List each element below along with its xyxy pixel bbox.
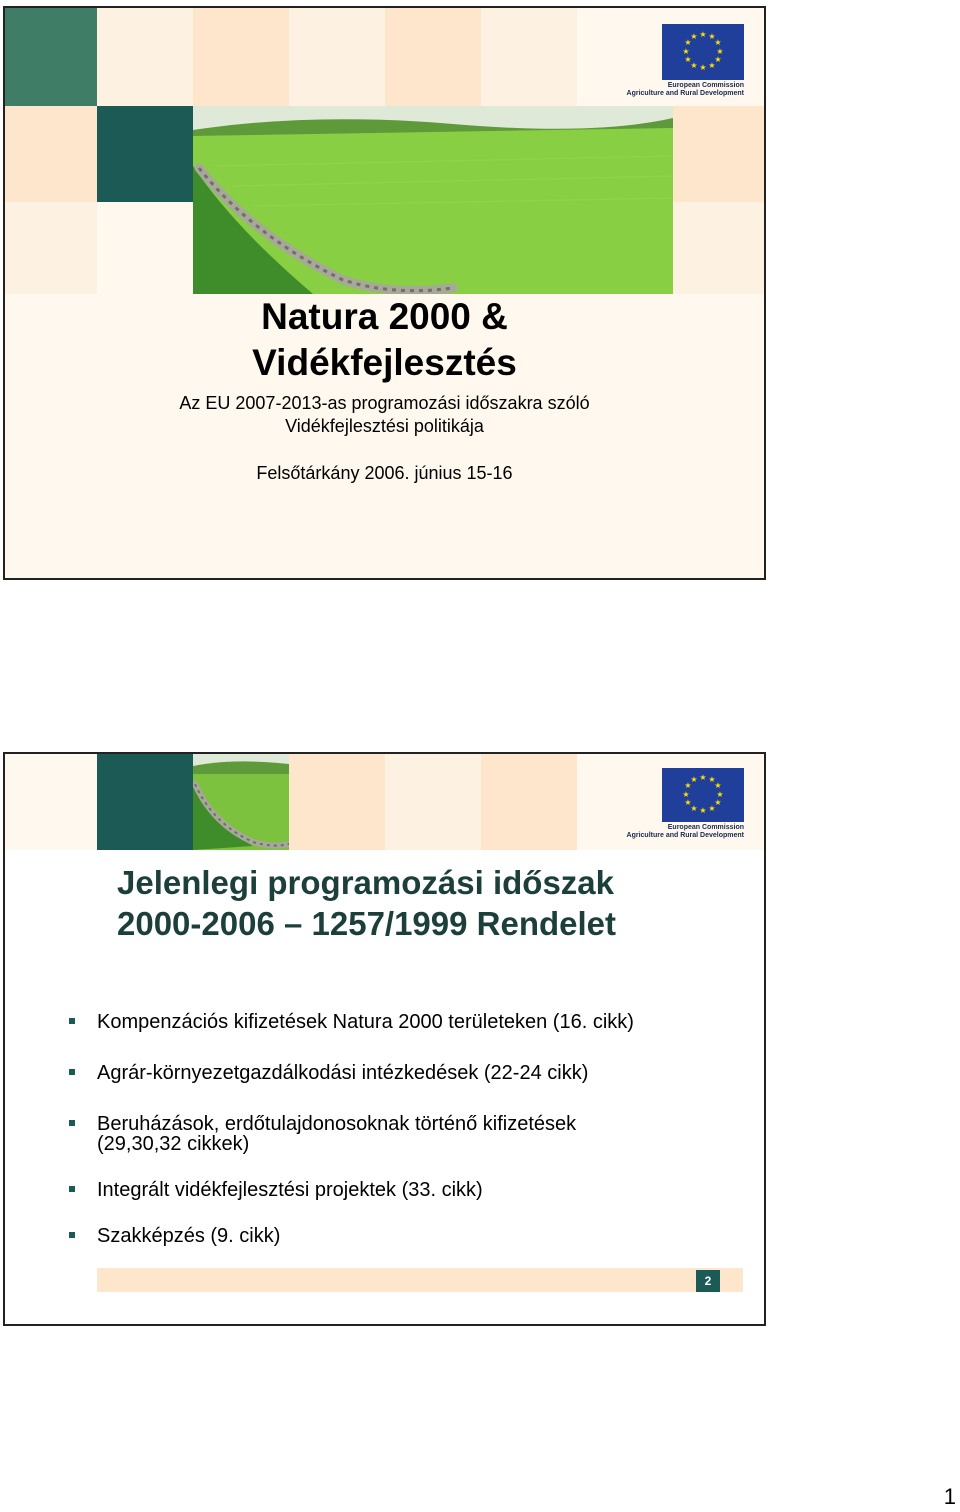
title-line-2: Vidékfejlesztés [252,342,517,383]
svg-text:★: ★ [714,781,722,790]
slide-2 [3,752,766,1326]
list-item: Szakképzés (9. cikk) [67,1226,744,1246]
svg-text:★: ★ [708,32,716,41]
subtitle-line-1: Az EU 2007-2013-as programozási időszakra szóló [179,393,590,413]
decor-tile [289,754,385,850]
eu-logo-caption-1: European Commission [667,82,744,89]
svg-text:★: ★ [684,798,692,807]
decor-tile [385,754,481,850]
decor-tile [5,106,97,202]
landscape-photo [193,106,673,294]
decor-tile [481,8,577,106]
svg-text:★: ★ [690,775,698,784]
decor-tile [97,202,193,294]
slide-2-title [117,862,616,944]
svg-text:★: ★ [708,804,716,813]
page-number: 1 [943,1484,956,1509]
eu-logo-caption-2: Agriculture and Rural Development [626,832,744,839]
svg-text:★: ★ [716,47,724,56]
svg-text:★: ★ [714,798,722,807]
decor-tile [193,8,289,106]
decor-tile [673,202,766,294]
list-item: Agrár-környezetgazdálkodási intézkedések (22-24 cikk) [67,1063,744,1083]
svg-text:★: ★ [708,775,716,784]
eu-logo [626,24,744,102]
title-line-2: 2000-2006 – 1257/1999 Rendelet [117,905,617,942]
eu-logo-caption-2: Agriculture and Rural Development [626,90,744,97]
decor-tile [97,8,193,106]
svg-text:★: ★ [684,781,692,790]
slide-number-badge: 2 [696,1270,720,1292]
landscape-photo [193,754,289,850]
eu-logo [626,768,744,844]
svg-text:★: ★ [699,63,707,72]
svg-text:★: ★ [682,790,690,799]
svg-text:★: ★ [690,32,698,41]
decor-tile [481,754,577,850]
slide-1-subtitle [5,392,764,438]
subtitle-line-2: Vidékfejlesztési politikája [285,416,484,436]
svg-text:★: ★ [714,38,722,47]
svg-text:★: ★ [699,30,707,39]
decor-tile [97,754,193,850]
svg-text:★: ★ [690,61,698,70]
slide-1 [3,6,766,580]
list-item: Integrált vidékfejlesztési projektek (33. cikk) [67,1180,744,1200]
svg-text:★: ★ [716,790,724,799]
svg-text:★: ★ [699,806,707,815]
list-item: Beruházások, erdőtulajdonosoknak történő kifizetések (29,30,32 cikkek) [67,1114,744,1154]
bullet-list [67,1012,744,1246]
svg-text:★: ★ [684,38,692,47]
decor-tile [5,202,97,294]
decor-tile [673,106,766,202]
title-line-1: Jelenlegi programozási időszak [117,864,614,901]
svg-text:★: ★ [699,773,707,782]
list-item: Kompenzációs kifizetések Natura 2000 területeken (16. cikk) [67,1012,744,1032]
decor-tile [385,8,481,106]
svg-text:★: ★ [690,804,698,813]
svg-text:★: ★ [708,61,716,70]
decor-tile [5,8,97,106]
decor-tile [5,754,97,850]
svg-text:★: ★ [684,55,692,64]
decor-tile [97,106,193,202]
event-date: Felsőtárkány 2006. június 15-16 [256,463,513,483]
eu-flag-icon [662,24,744,80]
svg-text:★: ★ [714,55,722,64]
eu-logo-caption-1: European Commission [667,824,744,831]
slide-footer-bar [97,1268,743,1292]
svg-text:★: ★ [682,47,690,56]
slide-1-title [5,294,764,386]
decor-tile [289,8,385,106]
eu-flag-icon [662,768,744,822]
title-line-1: Natura 2000 & [261,296,508,337]
